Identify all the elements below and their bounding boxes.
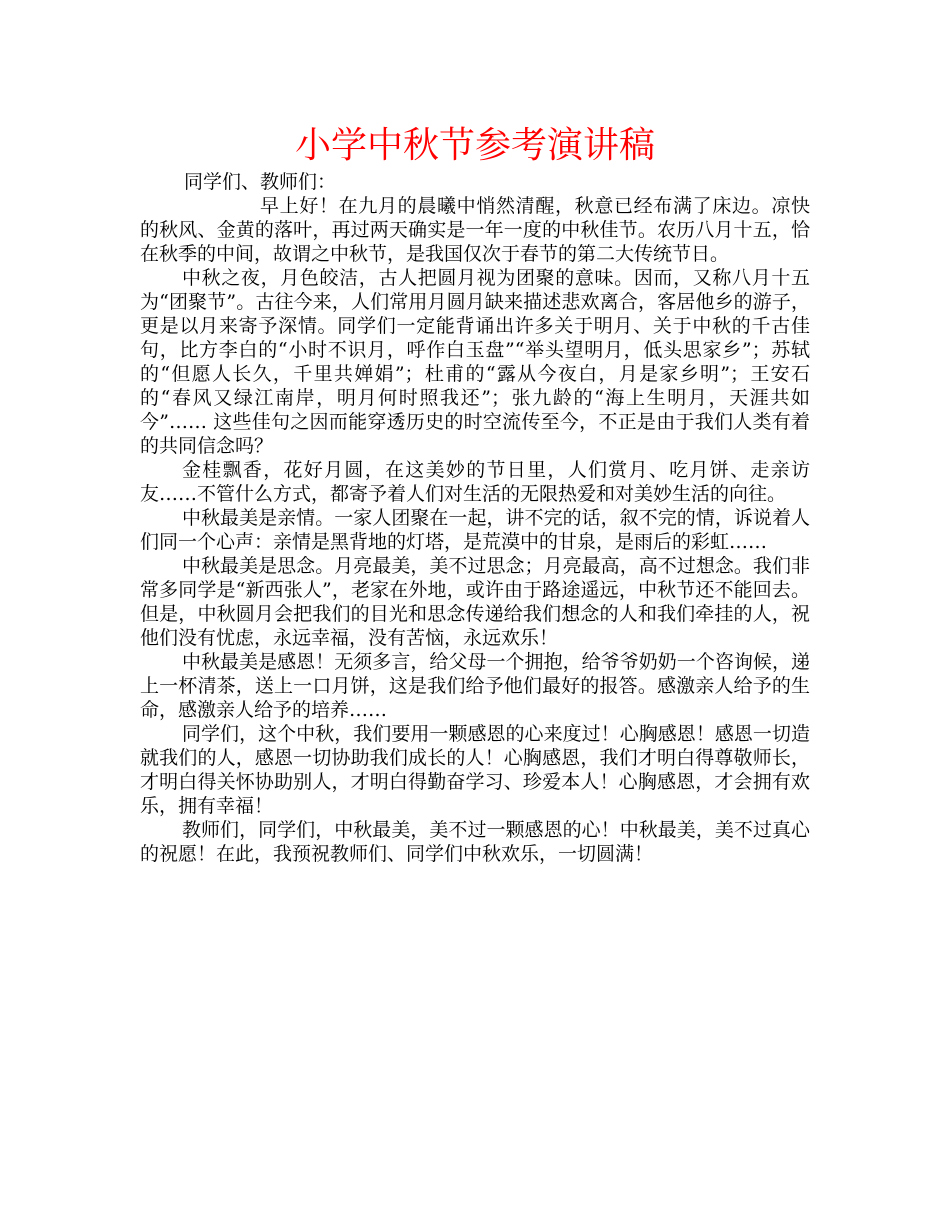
salutation: 同学们、教师们： bbox=[184, 171, 337, 193]
paragraph-3: 金桂飘香，花好月圆，在这美妙的节日里，人们赏月、吃月饼、走亲访友……不管什么方式，都寄予着人们对生活的无限热爱和对美妙生活的向往。 bbox=[140, 459, 810, 505]
paragraph-5: 中秋最美是思念。月亮最美，美不过思念；月亮最高，高不过想念。我们非常多同学是“新西张人”，老家在外地，或许由于路途遥远，中秋节还不能回去。但是，中秋圆月会把我们的目光和思念传递给我们想念的人和我们牵挂的人，祝他们没有忧虑，永远幸福，没有苦恼，永远欢乐！ bbox=[140, 555, 810, 649]
document-page bbox=[140, 122, 810, 866]
paragraph-2: 中秋之夜，月色皎洁，古人把圆月视为团聚的意味。因而，又称八月十五为“团聚节”。古往今来，人们常用月圆月缺来描述悲欢离合，客居他乡的游子，更是以月来寄予深情。同学们一定能背诵出许多关于明月、关于中秋的千古佳句，比方李白的“小时不识月，呼作白玉盘”“举头望明月，低头思家乡”；苏轼的“但愿人长久，千里共婵娟”；杜甫的“露从今夜白，月是家乡明”；王安石的“春风又绿江南岸，明月何时照我还”；张九龄的“海上生明月，天涯共如今”…… 这些佳句之因而能穿透历史的时空流传至今，不正是由于我们人类有着的共同信念吗？ bbox=[140, 267, 810, 457]
paragraph-8: 教师们，同学们，中秋最美，美不过一颗感恩的心！中秋最美，美不过真心的祝愿！在此，我预祝教师们、同学们中秋欢乐，一切圆满！ bbox=[140, 819, 810, 865]
document-title: 小学中秋节参考演讲稿 bbox=[294, 125, 655, 166]
paragraph-7: 同学们，这个中秋，我们要用一颗感恩的心来度过！心胸感恩！感恩一切造就我们的人，感恩一切协助我们成长的人！心胸感恩，我们才明白得尊敬师长，才明白得关怀协助别人，才明白得勤奋学习、珍爱本人！心胸感恩，才会拥有欢乐，拥有幸福！ bbox=[140, 723, 810, 817]
paragraph-1: 早上好！在九月的晨曦中悄然清醒，秋意已经布满了床边。凉快的秋风、金黄的落叶，再过两天确实是一年一度的中秋佳节。农历八月十五，恰在秋季的中间，故谓之中秋节，是我国仅次于春节的第二大传统节日。 bbox=[140, 195, 810, 265]
paragraph-4: 中秋最美是亲情。一家人团聚在一起，讲不完的话，叙不完的情，诉说着人们同一个心声：亲情是黑背地的灯塔，是荒漠中的甘泉，是雨后的彩虹…… bbox=[140, 507, 810, 553]
paragraph-6: 中秋最美是感恩！无须多言，给父母一个拥抱，给爷爷奶奶一个咨询候，递上一杯清茶，送上一口月饼，这是我们给予他们最好的报答。感激亲人给予的生命，感激亲人给予的培养…… bbox=[140, 651, 810, 721]
